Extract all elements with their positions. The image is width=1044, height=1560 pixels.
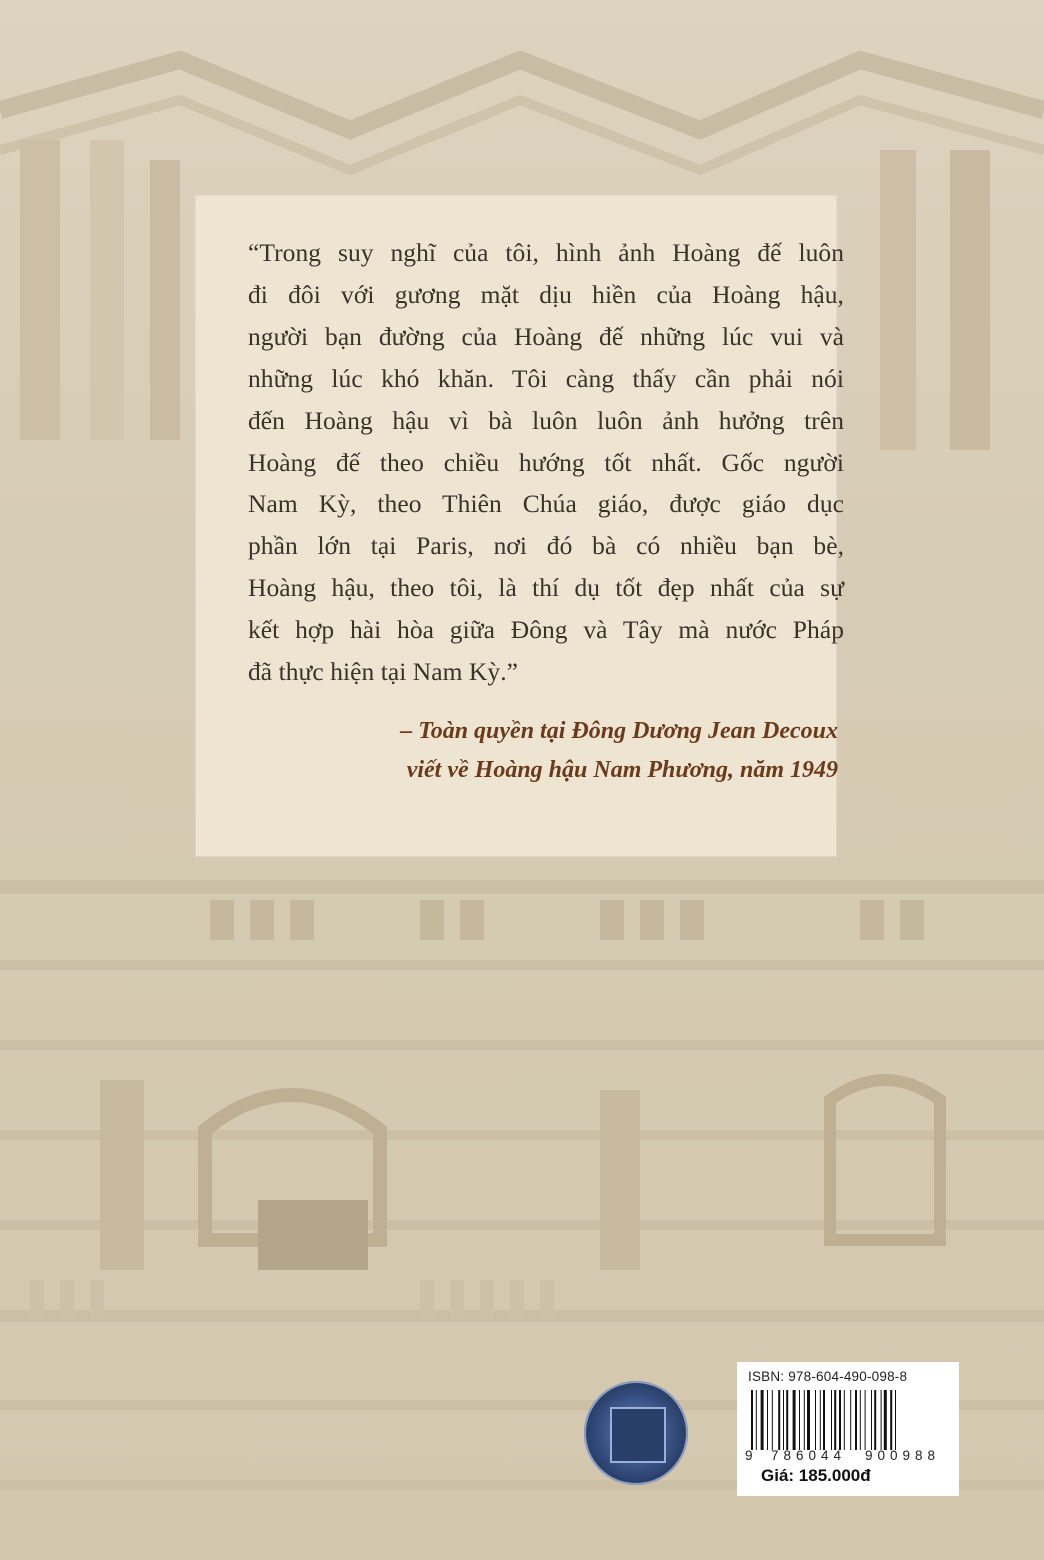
attribution bbox=[278, 712, 838, 790]
quote-line: đến Hoàng hậu vì bà luôn luôn ảnh hưởng trên bbox=[248, 405, 844, 435]
barcode-icon bbox=[751, 1390, 947, 1450]
barcode-bar bbox=[783, 1390, 784, 1450]
barcode-bar bbox=[860, 1390, 861, 1450]
barcode-bar bbox=[756, 1390, 757, 1450]
seal-emblem bbox=[610, 1407, 666, 1463]
attribution-line-2: viết về Hoàng hậu Nam Phương, năm 1949 bbox=[406, 757, 838, 783]
barcode-bar bbox=[804, 1390, 805, 1450]
barcode-bar bbox=[778, 1390, 780, 1450]
barcode-bar bbox=[871, 1390, 872, 1450]
barcode-bar bbox=[865, 1390, 866, 1450]
barcode-bar bbox=[890, 1390, 892, 1450]
isbn-text: ISBN: 978-604-490-098-8 bbox=[748, 1369, 908, 1384]
quote-line: những lúc khó khăn. Tôi càng thấy cần phải nói bbox=[248, 363, 844, 393]
quote-line: Nam Kỳ, theo Thiên Chúa giáo, được giáo dục bbox=[248, 489, 844, 519]
publisher-seal-icon bbox=[584, 1381, 688, 1485]
barcode-bar bbox=[850, 1390, 851, 1450]
attribution-line-1: – Toàn quyền tại Đông Dương Jean Decoux bbox=[400, 718, 838, 744]
barcode-bar bbox=[844, 1390, 845, 1450]
price-label: Giá: 185.000đ bbox=[761, 1466, 871, 1485]
quote-line: phần lớn tại Paris, nơi đó bà có nhiều bạn bè, bbox=[248, 531, 844, 561]
barcode-bar bbox=[815, 1390, 816, 1450]
barcode-bar bbox=[786, 1390, 788, 1450]
barcode-bar bbox=[767, 1390, 768, 1450]
barcode-bar bbox=[895, 1390, 896, 1450]
barcode-label bbox=[737, 1362, 959, 1496]
barcode-bar bbox=[793, 1390, 796, 1450]
barcode-bar bbox=[820, 1390, 821, 1450]
quote-line: Hoàng hậu, theo tôi, là thí dụ tốt đẹp nhất của sự bbox=[248, 573, 844, 603]
barcode-bar bbox=[839, 1390, 841, 1450]
barcode-bar bbox=[761, 1390, 764, 1450]
barcode-digit-group-1: 786044 bbox=[771, 1448, 847, 1463]
barcode-bar bbox=[884, 1390, 887, 1450]
barcode-digit-lead: 9 bbox=[745, 1448, 753, 1463]
quote-line: kết hợp hài hòa giữa Đông và Tây mà nước Pháp bbox=[248, 615, 844, 645]
quote-line: đã thực hiện tại Nam Kỳ.” bbox=[248, 657, 518, 687]
quote-line: đi đôi với gương mặt dịu hiền của Hoàng hậu, bbox=[248, 279, 844, 309]
quote-line: “Trong suy nghĩ của tôi, hình ảnh Hoàng đế luôn bbox=[248, 238, 844, 267]
quote-text bbox=[248, 232, 844, 693]
barcode-bar bbox=[799, 1390, 800, 1450]
barcode-bar bbox=[855, 1390, 857, 1450]
quote-line: người bạn đường của Hoàng đế những lúc vui và bbox=[248, 321, 844, 351]
barcode-bar bbox=[751, 1390, 753, 1450]
barcode-bar bbox=[807, 1390, 810, 1450]
barcode-bar bbox=[881, 1390, 882, 1450]
barcode-bar bbox=[823, 1390, 825, 1450]
barcode-digit-group-2: 900988 bbox=[865, 1448, 941, 1463]
barcode-bar bbox=[831, 1390, 832, 1450]
barcode-bar bbox=[834, 1390, 836, 1450]
barcode-bar bbox=[874, 1390, 876, 1450]
barcode-bar bbox=[772, 1390, 773, 1450]
quote-line: Hoàng đế theo chiều hướng tốt nhất. Gốc người bbox=[248, 447, 844, 477]
